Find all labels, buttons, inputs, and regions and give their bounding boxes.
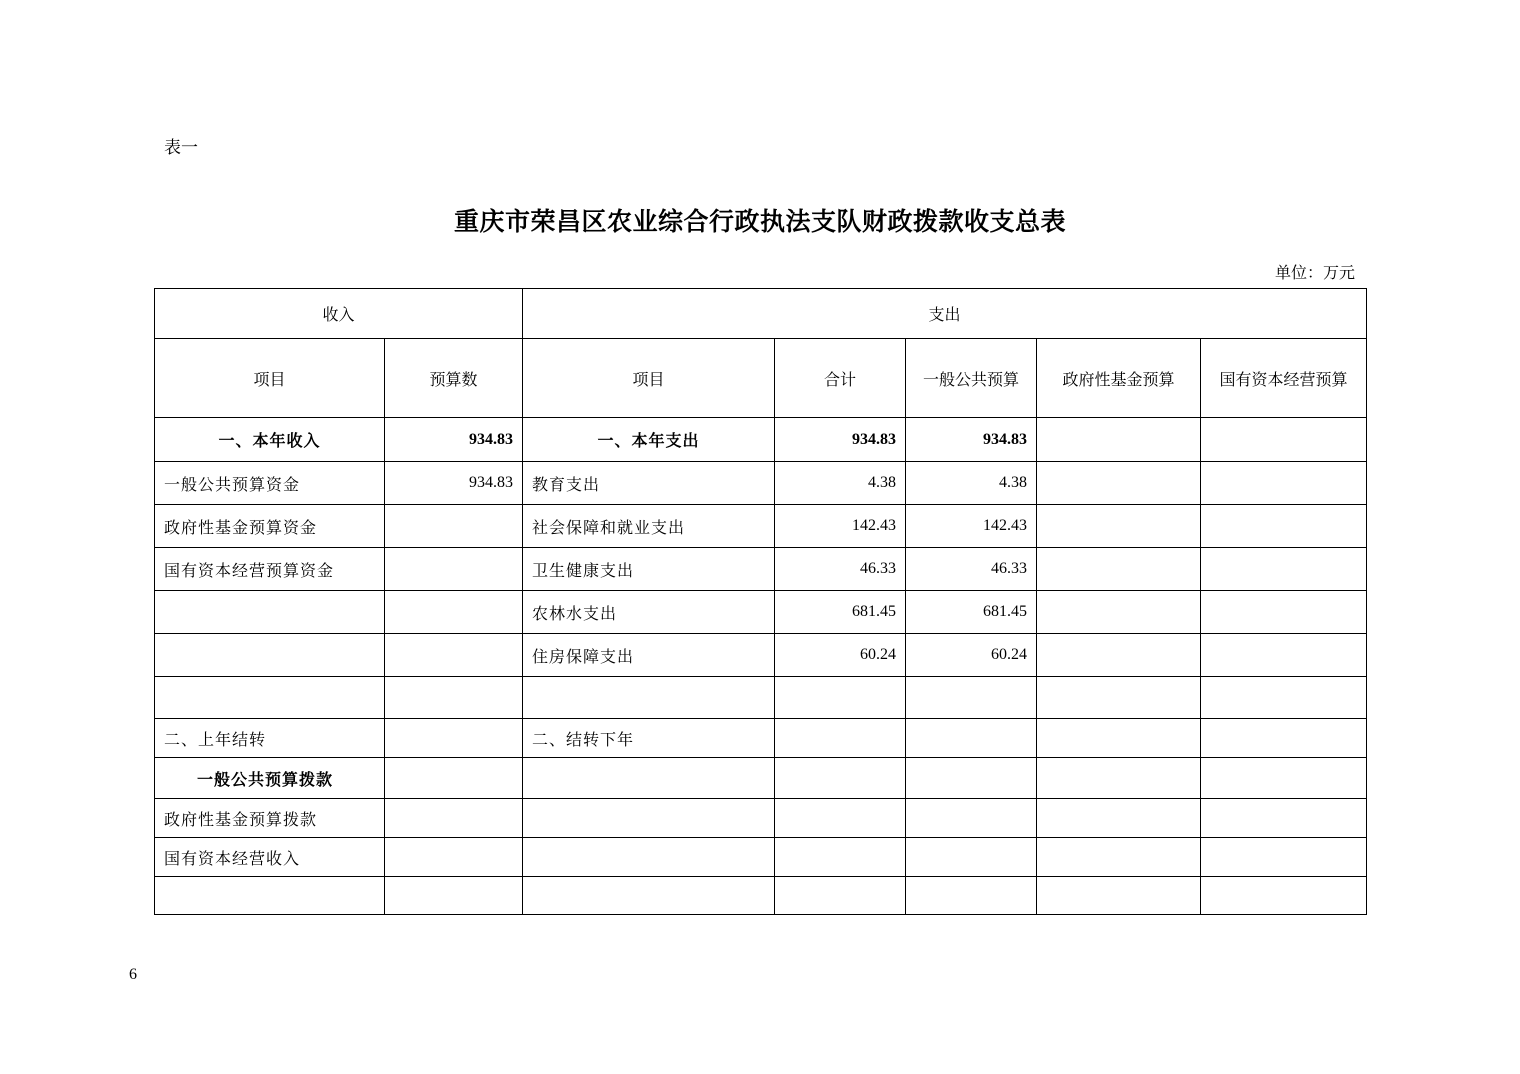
- income-group-header: 收入: [155, 289, 523, 339]
- state-capital-budget-cell: [1201, 462, 1367, 505]
- expense-item-cell: [523, 677, 775, 719]
- total-cell: [775, 877, 906, 915]
- total-cell: [775, 719, 906, 758]
- state-capital-budget-cell: [1201, 677, 1367, 719]
- col-expense-item: 项目: [523, 339, 775, 418]
- gov-fund-budget-cell: [1037, 877, 1201, 915]
- gov-fund-budget-cell: [1037, 591, 1201, 634]
- general-budget-cell: [906, 877, 1037, 915]
- expense-group-header: 支出: [523, 289, 1367, 339]
- table-row: [155, 462, 1367, 505]
- table-row: [155, 838, 1367, 877]
- state-capital-budget-cell: [1201, 548, 1367, 591]
- income-item-cell: 政府性基金预算资金: [155, 505, 385, 548]
- gov-fund-budget-cell: [1037, 418, 1201, 462]
- col-total: 合计: [775, 339, 906, 418]
- income-item-cell: 一、本年收入: [155, 418, 385, 462]
- table-row: [155, 505, 1367, 548]
- state-capital-budget-cell: [1201, 505, 1367, 548]
- income-item-cell: 一般公共预算拨款: [155, 758, 385, 799]
- table-row: [155, 877, 1367, 915]
- state-capital-budget-cell: [1201, 758, 1367, 799]
- col-state-capital-budget: 国有资本经营预算: [1201, 339, 1367, 418]
- general-budget-cell: 46.33: [906, 548, 1037, 591]
- income-item-cell: 国有资本经营收入: [155, 838, 385, 877]
- table-row: [155, 719, 1367, 758]
- expense-item-cell: [523, 758, 775, 799]
- table-row: [155, 418, 1367, 462]
- total-cell: [775, 758, 906, 799]
- budget-summary-table: [154, 288, 1367, 915]
- expense-item-cell: 二、结转下年: [523, 719, 775, 758]
- income-budget-cell: [385, 719, 523, 758]
- gov-fund-budget-cell: [1037, 719, 1201, 758]
- expense-item-cell: [523, 877, 775, 915]
- general-budget-cell: 60.24: [906, 634, 1037, 677]
- total-cell: 934.83: [775, 418, 906, 462]
- total-cell: [775, 677, 906, 719]
- state-capital-budget-cell: [1201, 418, 1367, 462]
- expense-item-cell: 教育支出: [523, 462, 775, 505]
- state-capital-budget-cell: [1201, 838, 1367, 877]
- general-budget-cell: [906, 758, 1037, 799]
- table-row: [155, 548, 1367, 591]
- income-budget-cell: 934.83: [385, 462, 523, 505]
- expense-item-cell: 社会保障和就业支出: [523, 505, 775, 548]
- state-capital-budget-cell: [1201, 877, 1367, 915]
- page-number: 6: [129, 966, 137, 983]
- general-budget-cell: [906, 838, 1037, 877]
- income-item-cell: 国有资本经营预算资金: [155, 548, 385, 591]
- income-budget-cell: [385, 634, 523, 677]
- gov-fund-budget-cell: [1037, 548, 1201, 591]
- income-item-cell: [155, 677, 385, 719]
- income-budget-cell: [385, 758, 523, 799]
- state-capital-budget-cell: [1201, 719, 1367, 758]
- income-item-cell: [155, 591, 385, 634]
- income-budget-cell: [385, 548, 523, 591]
- group-header-row: [155, 289, 1367, 339]
- state-capital-budget-cell: [1201, 799, 1367, 838]
- income-budget-cell: 934.83: [385, 418, 523, 462]
- income-item-cell: 政府性基金预算拨款: [155, 799, 385, 838]
- income-budget-cell: [385, 677, 523, 719]
- total-cell: 46.33: [775, 548, 906, 591]
- gov-fund-budget-cell: [1037, 462, 1201, 505]
- table-label: 表一: [164, 138, 198, 158]
- general-budget-cell: 934.83: [906, 418, 1037, 462]
- expense-item-cell: [523, 799, 775, 838]
- gov-fund-budget-cell: [1037, 758, 1201, 799]
- table-row: [155, 799, 1367, 838]
- total-cell: 60.24: [775, 634, 906, 677]
- expense-item-cell: [523, 838, 775, 877]
- gov-fund-budget-cell: [1037, 799, 1201, 838]
- income-item-cell: 一般公共预算资金: [155, 462, 385, 505]
- general-budget-cell: [906, 799, 1037, 838]
- table-row: [155, 758, 1367, 799]
- income-budget-cell: [385, 877, 523, 915]
- general-budget-cell: [906, 719, 1037, 758]
- general-budget-cell: 142.43: [906, 505, 1037, 548]
- gov-fund-budget-cell: [1037, 505, 1201, 548]
- general-budget-cell: 4.38: [906, 462, 1037, 505]
- col-general-budget: 一般公共预算: [906, 339, 1037, 418]
- expense-item-cell: 住房保障支出: [523, 634, 775, 677]
- gov-fund-budget-cell: [1037, 838, 1201, 877]
- income-budget-cell: [385, 591, 523, 634]
- income-item-cell: [155, 877, 385, 915]
- total-cell: 142.43: [775, 505, 906, 548]
- gov-fund-budget-cell: [1037, 634, 1201, 677]
- column-header-row: [155, 339, 1367, 418]
- col-gov-fund-budget: 政府性基金预算: [1037, 339, 1201, 418]
- income-budget-cell: [385, 799, 523, 838]
- expense-item-cell: 农林水支出: [523, 591, 775, 634]
- state-capital-budget-cell: [1201, 591, 1367, 634]
- total-cell: [775, 799, 906, 838]
- income-item-cell: [155, 634, 385, 677]
- general-budget-cell: [906, 677, 1037, 719]
- income-budget-cell: [385, 505, 523, 548]
- col-income-item: 项目: [155, 339, 385, 418]
- income-item-cell: 二、上年结转: [155, 719, 385, 758]
- table-row: [155, 591, 1367, 634]
- state-capital-budget-cell: [1201, 634, 1367, 677]
- gov-fund-budget-cell: [1037, 677, 1201, 719]
- document-title: 重庆市荣昌区农业综合行政执法支队财政拨款收支总表: [453, 207, 1066, 236]
- col-income-budget: 预算数: [385, 339, 523, 418]
- table-row: [155, 634, 1367, 677]
- general-budget-cell: 681.45: [906, 591, 1037, 634]
- table-row: [155, 677, 1367, 719]
- total-cell: [775, 838, 906, 877]
- total-cell: 681.45: [775, 591, 906, 634]
- income-budget-cell: [385, 838, 523, 877]
- unit-label: 单位：万元: [1274, 263, 1355, 282]
- expense-item-cell: 卫生健康支出: [523, 548, 775, 591]
- total-cell: 4.38: [775, 462, 906, 505]
- expense-item-cell: 一、本年支出: [523, 418, 775, 462]
